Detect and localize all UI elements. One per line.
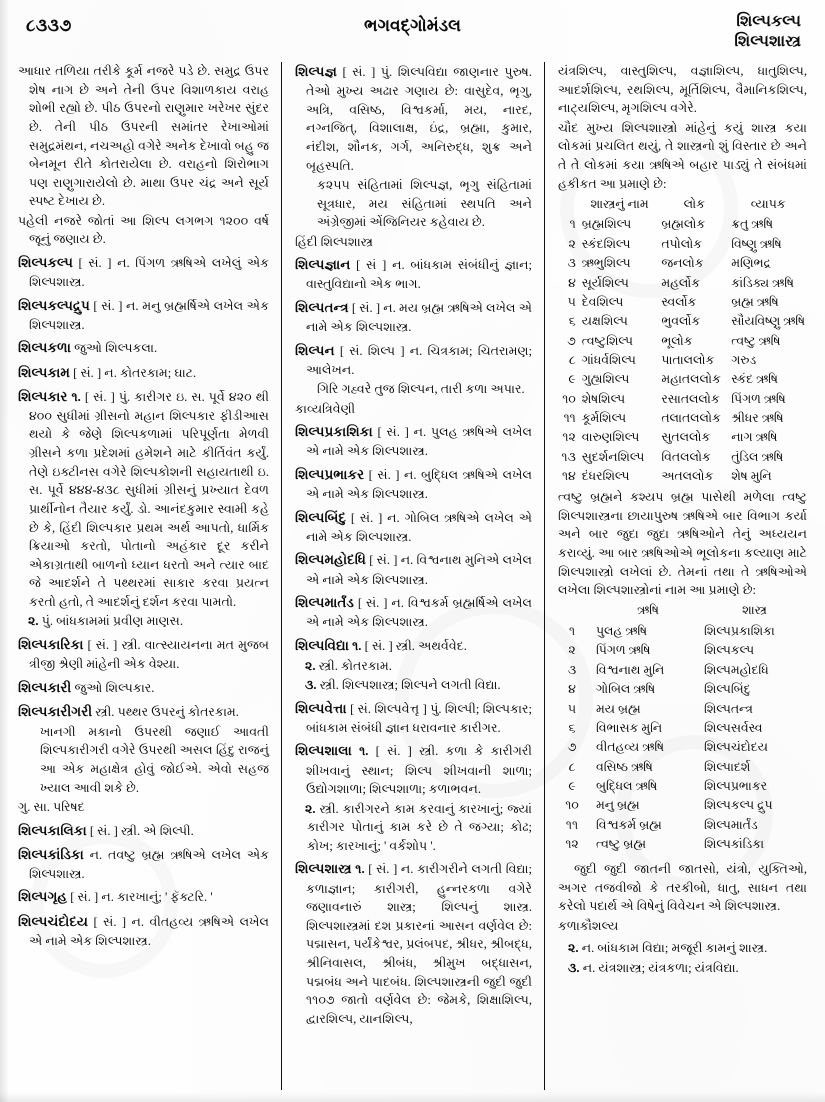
citation-source: કાવ્યત્રિવેણી [295,401,356,416]
dictionary-entry [295,699,532,738]
dictionary-entry [295,62,532,251]
entry-definition: [ સં. ] સ્ત્રી. કળા કે કારીગરી શીખવાનું સ્થાન; શિલ્પ શીખવાની શાળા; ઉદ્યોગશાળા; શિલ્પશાળા; કળાભવન. [306,744,532,797]
entry-definition: સ્ત્રી. કોતરકામ. [318,658,392,673]
dictionary-entry [295,465,532,504]
page-number: ૮૩૩૭ [26,16,72,35]
dictionary-entry [295,422,532,461]
dictionary-entry [295,255,532,294]
dictionary-entry [18,338,269,358]
dictionary-entry [18,296,269,335]
entry-headword: શિલ્પપ્રકાશિકા [295,424,373,440]
entry-headword: શિલ્પશાલા [295,743,352,759]
book-title: ભગવદ્‌ગોમંડલ [364,16,461,35]
carryover-paragraph: યંત્રશિલ્પ, વાસ્તુશિલ્પ, વજ્ઞાશિલ્પ, ધાતુશિલ્પ, આદર્શશિલ્પ, રથશિલ્પ, મૂર્તિશિલ્પ, વૈમાનિકશિલ્પ, નાટ્યશિલ્પ, મૃગશિલ્પ વગેરે. [558,64,807,116]
entry-headword: શિલ્પજ્ઞ [295,64,337,79]
column-header-name: શાસ્ત્રનું નામ [590,196,649,211]
entry-definition: [ સં. ] પું. કારીગર ઇ. સ. પૂર્વે ૪૨૦ થી ૪૦૦ સુધીમાં ગ્રીસનો મહાન શિલ્પકાર ફીડીઆસ થયો કે જેણે શિલ્પકળામાં પરિપૂર્ણતા મેળવી ગ્રીસને કળા પ્રદેશમાં હમેશને માટે કીર્તિવંત કર્યું. તેણે ઇક્ટીનસ વગેરે શિલ્પકોશની સહાયતાથી ઇ. સ. પૂર્વે ૪૪૪-૪૩૮ સુધીમાં ગ્રીસનું પ્રખ્યાત દેવળ પ્રાર્થીનોન તૈયાર કર્યું. ડો. આનંદકુમાર સ્વામી કહે છે કે, હિંદી શિલ્પકાર પ્રથમ અર્થ આપતો, ધાર્મિક ક્રિયાઓ કરતો, પોતાનો અહંકાર દૂર કરીને એકાગ્રતાથી બાળનો ધ્યાન ધરતો અને ત્યાર બાદ જે આદર્શને તે પથ્થરમાં સાકાર કરવા પ્રયત્ન કરતો હતો, તે આદર્શનું દર્શન કરવા પામતો. [29,389,269,610]
entry-definition: [ સં. ] ન. વિશ્વનાથ મુનિએ લખેલ એ નામે એક શિલ્પશાસ્ત્ર. [306,553,532,587]
table-row: ૧૦ શેષશિલ્પ રસાતલલોક પિંગળ ઋષિ [562,391,786,406]
catchword-block [734,12,801,51]
middle-paragraph: ત્વષ્ટુ બ્રહ્મને કશ્યપ બ્રહ્મ પાસેથી મળેલા ત્વષ્ટુ શિલ્પશાસ્ત્રના છાયાપુરુષ ઋષિએ બાર વિભાગ કર્યા અને બાર જુદા જુદા ઋષિઓને તેનું અધ્યયન કરાવ્યું. આ બાર ઋષિઓએ ભૂલોકના કલ્યાણ માટે શિલ્પશાસ્ત્રો લખેલાં છે. તેમનાં તથા તે ઋષિઓએ લખેલા શિલ્પશાસ્ત્રોનાં નામ આ પ્રમાણે છે: [558,490,807,598]
sense-number: ૨. [28,614,39,629]
entry-definition: સ્ત્રી. પથ્થર ઉપરનું કોતરકામ. [95,704,239,719]
entry-definition: [ સં. ] ન. વિશ્વકર્મ બ્રહ્મર્ષિએ લખેલ એ નામે એક શિલ્પશાસ્ત્ર. [306,596,532,630]
entry-definition: [ સં. ] ન. મય બ્રહ્મ ઋષિએ લખેલ એ નામે એક શિલ્પશાસ્ત્ર. [306,300,532,335]
sense-number: ૨. [305,801,316,816]
entry-definition: [ સં. ] ન. વીતહવ્ય ઋષિએ લખેલ એ નામે એક શિલ્પશાસ્ત્ર. [29,914,270,948]
entry-citation: ક૨૫૫ સંહિતામાં શિલ્પજ્ઞ, ભૃગુ સંહિતામાં સૂત્રધાર, મય સંહિતામાં સ્થપતિ અને અંગ્રેજીમાં એંજિનિયર કહેવાય છે. [317,177,532,230]
dictionary-entry [18,702,269,817]
dictionary-entry [18,887,269,907]
column-header-vyapak: વ્યાપક [750,196,786,211]
sense-number: ૧. [352,638,362,653]
entry-definition: [ સં. શિલ્પવેત્તૃ ] પું. શિલ્પી; શિલ્પકાર; બાંધકામ સંબંધી જ્ઞાન ધરાવનાર કારીગર. [306,701,532,735]
entry-definition: [ સં. ] ન. પિંગળ ઋષિએ લખેલું એક શિલ્પશાસ્ત્ર. [29,256,269,290]
table-row: ૧૧ વિશ્વકર્મ બ્રહ્મ શિલ્પમાર્તંડ [565,817,758,832]
entry-headword: શિલ્પવિદ્યા [295,637,349,653]
entry-headword: શિલ્પકાલિકા [18,822,87,838]
entry-definition: જુઓ શિલ્પકાર. [74,680,155,695]
dictionary-entry [295,298,532,337]
entry-headword: શિલ્પકાંડિકા [18,846,84,862]
dictionary-entry [18,253,269,292]
table-row: ૨ સ્કંદશિલ્પ તપોલોક વિષ્ણુ ઋષિ [568,236,782,251]
dictionary-entry [18,821,269,841]
entry-headword: શિલ્પબિંદુ [295,509,347,525]
entry-headword: શિલ્પકલ્પદ્રુપ [18,297,90,313]
table-header-row [558,601,807,622]
table-row: ૫ મય બ્રહ્મ શિલ્પતન્ત્ર [567,701,753,716]
entry-headword: શિલ્પકારી [18,679,72,695]
entry-definition: [ સં. ] સ્ત્રી. વાત્સ્યાયનના મત મુજબ ત્રીજી શ્રેણી માંહેની એક વેશ્યા. [29,638,269,672]
column-header-loka: લોક [683,196,705,211]
entry-definition: [ સં. ] ન. કારીગરીને લગતી વિદ્યા; કળાજ્ઞાન; કારીગરી, હુન્નરકળા વગેરે જણાવનારું શાસ્ત્ર; શિલ્પનું શાસ્ત્ર. શિલ્પશાસ્ત્રમાં દશ પ્રકારનાં આસન વર્ણવેલ છે: પદ્માસન, પર્યંકેશ્વર, પ્રલંબપદ, શ્રીધર, શ્રીબદ્ધ, શ્રીનિવાસલ, શ્રીબંધ, શ્રીમુખ બદ્ધાસન, પદ્મબંધ અને પાદબંધ. શિલ્પશાસ્ત્રની જુદી જુદી ૧૧૦૭ જાતો વર્ણવેલ છે: જેમકે, શિક્ષાશિલ્પ, દ્વારશિલ્પ, યાનશિલ્પ, [306,862,532,1026]
entry-citation: ખાનગી મકાનો ઉપરથી જણાઈ આવતી શિલ્પકારીગરી વગેરે ઉપરથી અસલ હિંદુ રાજનું આ એક મહાક્ષેત્ર હોવું જોઈએ. એવો સહજ ખ્યાલ આવી શકે છે. [40,724,269,795]
entry-headword: શિલ્પતન્ત્ર [295,299,349,315]
table-row: ૯ બુદ્ધિલ ઋષિ શિલ્પપ્રભાકર [568,779,767,793]
sense-number: ૧. [359,744,369,759]
entry-headword: શિલ્પકારિકા [18,637,84,653]
entry-headword: શિલ્પકલ્પ [18,255,73,270]
table-row: ૧૨ વારુણશિલ્પ સુતલલોક નાગ ઋષિ [562,430,778,445]
sense-number: ૨. [568,941,579,956]
dictionary-entry [295,508,532,547]
table-row: ૩ વિશ્વનાથ મુનિ શિલ્પમહોદધિ [567,662,769,677]
dictionary-entry [18,678,269,698]
entry-headword: શિલ્પચંદોદય [18,913,89,929]
column-1 [18,62,281,1090]
entry-definition: જુઓ શિલ્પકલા. [74,341,158,356]
entry-headword: શિલ્પકામ [18,364,70,380]
table-row: ૪ સૂર્યશિલ્પ મહર્લોક કાંડિક્ય ઋષિ [568,275,794,290]
entry-definition: સ્ત્રી. શિલ્પશાસ્ત્ર; શિલ્પને લગતી વિદ્યા. [319,678,501,693]
entry-headword: શિલ્પગૃહ [18,889,68,905]
citation-source: હિંદી શિલ્પશાસ્ત્ર [295,234,374,249]
entry-definition: [ સં. ] ન. કોતરકામ; ઘાટ. [73,365,197,380]
running-head [0,0,825,58]
catchword-last: શિલ્પશાસ્ત્ર [734,32,801,50]
entry-headword: શિલ્પવેત્તા [295,700,347,716]
entry-definition: [ સં. ] સ્ત્રી. અથર્વવેદ. [364,638,467,653]
entry-headword: શિલ્પમાર્તંડ [295,595,354,611]
entry-definition: [ સં. ] ન. પુલહ ઋષિએ લખેલ એ નામે એક શિલ્પશાસ્ત્ર. [306,425,532,459]
table-row: ૪ ગોબિલ ઋષિ શિલ્પબિંદુ [568,682,751,697]
dictionary-entry [295,341,532,418]
table-header-row [558,194,807,215]
sense-number: ૩. [568,960,580,975]
catchword-first: શિલ્પકલ્પ [736,13,801,30]
table-row: ૭ ત્વષ્ટુશિલ્પ ભૂલોક ત્વષ્ટુ ઋષિ [567,333,781,348]
entry-headword: શિલ્પજ્ઞાન [295,257,351,273]
table-row: ૧ પુલહ ઋષિ શિલ્પપ્રકાશિકા [568,624,775,639]
table-row: ૧૩ સુદર્શનશિલ્પ વિતલલોક તુંડિલ ઋષિ [561,449,784,464]
entry-definition: [ સં. ] ન. મનુ બ્રહ્મર્ષિએ લખેલ એક શિલ્પશાસ્ત્ર. [29,298,269,332]
dictionary-entry [18,912,269,951]
entry-definition: [ સં. ] સ્ત્રી. એ શિલ્પી. [89,823,194,838]
column-container [18,62,808,1090]
table-row: ૮ વસિષ્ઠ ઋષિ શિલ્પાદર્શ [568,759,751,774]
table-row: ૧૪ દંધરશિલ્પ અતલલોક શેષ મુનિ [561,469,772,484]
citation-source: કળાકૌશલ્ય [558,918,619,933]
citation-source: ગુ. સા. પરિષદ [18,800,85,814]
entry-citation: ગિરિ ગહ્વરે તુજ શિલ્પન, તારી કળા અપાર. [317,382,525,397]
column-header-shastra: શાસ્ત્ર [742,603,767,618]
entry-definition: [ સં. ] ન. બુદ્ધિલ ઋષિએ લખેલ એ નામે એક શિલ્પશાસ્ત્ર. [306,467,533,502]
sense-number: ૧. [71,389,81,404]
carryover-paragraph: ચૌદ મુખ્ય શિલ્પશાસ્ત્રો માંહેનું કયું શાસ્ત્ર કયા લોકમાં પ્રચલિત થયું, તે શાસ્ત્રનો શું વિસ્તાર છે અને તે તે લોકમાં કયા ઋષિએ બહાર પાડ્યું તે સંબંધમાં હકીકત આ પ્રમાણે છે: [558,120,807,191]
table-row: ૮ ગાંધર્વશિલ્પ પાતાલલોક ગરુડ [568,353,757,367]
entry-headword: શિલ્પકળા [18,340,71,356]
dictionary-entry [295,636,532,695]
rishi-shastra-table [558,601,807,854]
table-row: ૭ વીતહવ્ય ઋષિ શિલ્પચંદોદય [567,740,768,755]
sense-number: ૧. [355,862,365,877]
entry-definition: [ સં. ] ન. કારખાનું; ' ફૅક્ટરિ. ' [70,890,213,905]
column-2 [281,62,544,1090]
entry-definition: [ સં ] ન. બાંધકામ સંબંધીનું જ્ઞાન; વાસ્તુવિદ્યાનો એક ભાગ. [306,258,532,292]
entry-definition: સ્ત્રી. કારીગરને કામ કરવાનું કારખાનું; જ્યાં કારીગર પોતાનું કામ કરે છે તે જગ્યા; કોઢ; કોખ; કારખાનું; ' વર્કશોપ '. [307,801,533,853]
table-row: ૨ પિંગળ ઋષિ શિલ્પકલ્પ [568,643,755,658]
table-row: ૧ બ્રહ્મશિલ્પ બ્રહ્મલોક ક્રતુ ઋષિ [569,217,774,232]
entry-headword: શિલ્પમહોદધિ [295,552,366,568]
entry-definition: ન. બાંધકામ વિદ્યા; મજૂરી કામનું શાસ્ત્ર. [581,941,768,956]
entry-headword: શિલ્પકાર [18,388,68,404]
dictionary-entry [295,550,532,589]
table-row: ૧૦ મનુ બ્રહ્મ શિલ્પકલ્પ દ્રુપ [565,798,773,813]
dictionary-entry [18,387,269,631]
sense-number: ૨. [305,658,316,673]
column-header-rishi: ઋષિ [637,603,659,618]
entry-definition: [ સં. ] ન. ગોબિલ ઋષિએ લખેલ એ નામે એક શિલ્પશાસ્ત્ર. [306,510,532,544]
table-row: ૫ દેવશિલ્પ સ્વર્લોક બ્રહ્મ ઋષિ [567,294,779,309]
entry-definition: પું. બાંધકામમાં પ્રવીણ માણસ. [41,614,183,629]
dictionary-entry [18,635,269,674]
entry-headword: શિલ્પશાસ્ત્ર [295,861,352,877]
entry-definition: ન. યંત્રશાસ્ત્ર; યંત્રકળા; યંત્રવિદ્યા. [582,960,739,975]
dictionary-entry [295,859,532,1028]
table-row: ૯ ગુહ્યશિલ્પ મહાતલલોક સ્કંદ ઋષિ [568,372,778,387]
dictionary-entry [18,363,269,383]
entry-headword: શિલ્પન [295,342,335,358]
table-row: ૧૧ કૂર્મશિલ્પ તલાતલલોક શ્રીધર ઋષિ [563,411,784,426]
entry-headword: શિલ્પકારીગરી [18,703,93,719]
shilpa-shastra-loka-table [558,194,807,486]
table-row: ૬ વિભાસક મુનિ શિલ્પસર્વસ્વ [568,720,763,735]
column-3 [544,62,807,1090]
table-row: ૬ યક્ષશિલ્પ ભુવર્લોક સૌયવિષ્ણુ ઋષિ [568,314,805,329]
entry-definition: [ સં. ] પું. શિલ્પવિદ્યા જાણનાર પુરુષ. તેઓ મુખ્ય અઢાર ગણાય છે: વાસુદેવ, ભૃગુ, અત્રિ, વસિષ્ઠ, વિશ્વકર્મા, મય, નારદ, નગ્નજિત્, વિશાલાક્ષ, ઇંદ્ર, બ્રહ્મા, કુમાર, નંદીશ, શૌનક, ગર્ગ, અનિરુદ્ધ, શુક્ર અને બૃહસ્પતિ. [306,65,532,173]
dictionary-entry [295,593,532,632]
entry-definition: ન. તવષ્ટુ બ્રહ્મ ઋષિએ લખેલ એક શિલ્પશાસ્ત્ર. [29,847,269,881]
entry-headword: શિલ્પપ્રભાકર [295,466,365,482]
dictionary-entry [18,845,269,884]
carryover-paragraph: આધાર તળિયા તરીકે કૂર્મ નજરે પડે છે. સમુદ્ર ઉપર શેષ નાગ છે અને તેની ઉપર વિશાળકાય વરાહ શોભી રહ્યો છે. પીઠ ઉપરનો રાણુમાર ખરેખર સુંદર છે. તેની પીઠ ઉપરની સમાંતર રેખાઓમાં સમુદ્રમંથન, નચઅહો વગેરે અનેક દેખાવો બહુ જ બેનમૂન રીતે કોતરાયેલા છે. વરાહનો શિરોભાગ પણ રાણુગારાયેલો છે. માથા ઉપર ચંદ્ર અને સૂર્ય સ્પષ્ટ દેખાય છે. [18,64,269,209]
table-row: ૧૨ ત્વષ્ટુ બ્રહ્મ શિલ્પકાંડિકા [565,837,765,852]
carryover-paragraph: પહેલી નજરે જોતાં આ શિલ્પ લગભગ ૧૨૦૦ વર્ષ જૂનું જણાય છે. [18,213,269,247]
entry-definition: [ સં. શિલ્પ ] ન. ચિત્રકામ; ચિતરામણ; આલેખન. [306,343,532,377]
table-row: ૩ ઋભુશિલ્પ જનલોક મણિભદ્ર [567,256,771,271]
sense-number: ૩. [305,678,317,693]
dictionary-entry [295,741,532,855]
closing-paragraph: જુદી જુદી જાતની જાતસો, યંત્રો, યુક્તિઓ, અગર તજવીજો કે તરકીબો, ધાતુ, સાધન તથા કરેલો પદાર્થ એ વિષેનું વિવેચન એ શિલ્પશાસ્ત્ર. [558,861,807,914]
